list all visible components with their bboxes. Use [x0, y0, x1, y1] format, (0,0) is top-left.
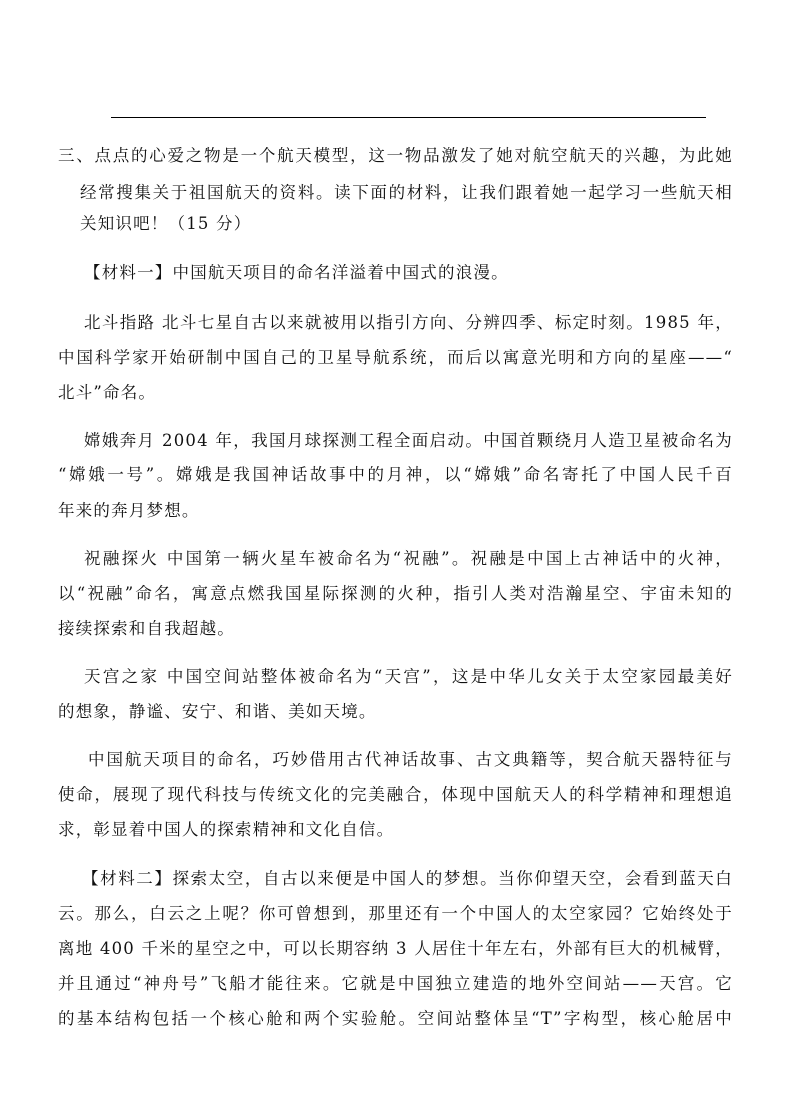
material2-line-2: 云。那么，白云之上呢？你可曾想到，那里还有一个中国人的太空家园？它始终处于: [58, 904, 733, 923]
header-rule: [111, 117, 706, 118]
zhurong-line-3: 接续探索和自我超越。: [58, 619, 235, 638]
summary-line-2: 使命，展现了现代科技与传统文化的完美融合，体现中国航天人的科学精神和理想追: [58, 785, 733, 804]
change-line-1: 嫦娥奔月 2004 年，我国月球探测工程全面启动。中国首颗绕月人造卫星被命名为: [84, 431, 733, 450]
question-line-1: 三、点点的心爱之物是一个航天模型，这一物品激发了她对航空航天的兴趣，为此她: [58, 146, 733, 165]
material2-line-4: 并且通过“神舟号”飞船才能往来。它就是中国独立建造的地外空间站——天宫。它: [58, 974, 733, 993]
material2-line-5: 的基本结构包括一个核心舱和两个实验舱。空间站整体呈“T”字构型，核心舱居中: [58, 1009, 733, 1028]
beidou-line-1: 北斗指路 北斗七星自古以来就被用以指引方向、分辨四季、标定时刻。1985 年，: [84, 313, 733, 332]
zhurong-line-2: 以“祝融”命名，寓意点燃我国星际探测的火种，指引人类对浩瀚星空、宇宙未知的: [58, 584, 733, 603]
tiangong-line-1: 天宫之家 中国空间站整体被命名为“天宫”，这是中华儿女关于太空家园最美好: [84, 667, 733, 686]
change-line-3: 年来的奔月梦想。: [58, 501, 200, 520]
zhurong-line-1: 祝融探火 中国第一辆火星车被命名为“祝融”。祝融是中国上古神话中的火神，: [84, 549, 733, 568]
summary-line-1: 中国航天项目的命名，巧妙借用古代神话故事、古文典籍等，契合航天器特征与: [88, 750, 733, 769]
question-line-3: 关知识吧！（15 分）: [80, 214, 252, 233]
material2-line-3: 离地 400 千米的星空之中，可以长期容纳 3 人居住十年左右，外部有巨大的机械臂，: [58, 939, 733, 958]
material1-heading: 【材料一】中国航天项目的命名洋溢着中国式的浪漫。: [84, 263, 509, 282]
beidou-line-2: 中国科学家开始研制中国自己的卫星导航系统，而后以寓意光明和方向的星座——“: [58, 348, 733, 367]
beidou-line-3: 北斗”命名。: [58, 383, 157, 402]
tiangong-line-2: 的想象，静谧、安宁、和谐、美如天境。: [58, 702, 377, 721]
summary-line-3: 求，彰显着中国人的探索精神和文化自信。: [58, 820, 395, 839]
change-line-2: “嫦娥一号”。嫦娥是我国神话故事中的月神，以“嫦娥”命名寄托了中国人民千百: [58, 465, 733, 484]
material2-line-1: 【材料二】探索太空，自古以来便是中国人的梦想。当你仰望天空，会看到蓝天白: [82, 869, 733, 888]
question-line-2: 经常搜集关于祖国航天的资料。读下面的材料，让我们跟着她一起学习一些航天相: [80, 183, 733, 202]
